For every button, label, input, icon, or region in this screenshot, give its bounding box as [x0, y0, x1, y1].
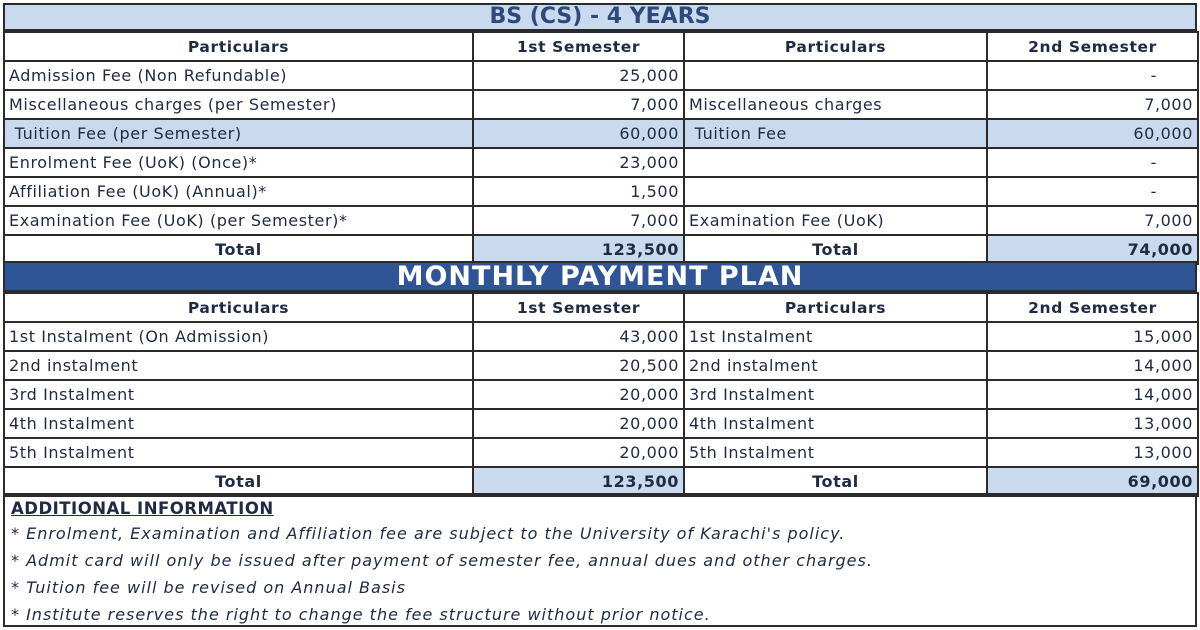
table-row-tuition — [4, 119, 1198, 148]
instalment-value: 20,000 — [473, 438, 684, 467]
fee-label: Affiliation Fee (UoK) (Annual)* — [4, 177, 473, 206]
fee-table — [3, 31, 1199, 265]
fee-value: - — [987, 177, 1198, 206]
total-2nd-semester: 74,000 — [987, 235, 1198, 264]
fee-label: Examination Fee (UoK) (per Semester)* — [4, 206, 473, 235]
instalment-label: 5th Instalment — [684, 438, 987, 467]
additional-info-box — [3, 493, 1197, 627]
total-1st-semester: 123,500 — [473, 235, 684, 264]
table-row — [4, 438, 1198, 467]
total-1st-semester: 123,500 — [473, 467, 684, 496]
fee-label: Examination Fee (UoK) — [684, 206, 987, 235]
instalment-value: 13,000 — [987, 438, 1198, 467]
table-row — [4, 61, 1198, 90]
fee-value: - — [987, 148, 1198, 177]
table-row — [4, 380, 1198, 409]
fee-value: 1,500 — [473, 177, 684, 206]
fee-label — [684, 148, 987, 177]
info-note: * Admit card will only be issued after payment of semester fee, annual dues and other charges. — [11, 551, 873, 570]
fee-value: 23,000 — [473, 148, 684, 177]
instalment-label: 5th Instalment — [4, 438, 473, 467]
header-1st-semester: 1st Semester — [473, 293, 684, 322]
header-2nd-semester: 2nd Semester — [987, 32, 1198, 61]
info-note: * Tuition fee will be revised on Annual Basis — [11, 578, 406, 597]
instalment-value: 15,000 — [987, 322, 1198, 351]
instalment-value: 14,000 — [987, 351, 1198, 380]
instalment-label: 3rd Instalment — [4, 380, 473, 409]
fee-value: 7,000 — [987, 206, 1198, 235]
fee-label: Tuition Fee — [684, 119, 987, 148]
total-label: Total — [4, 235, 473, 264]
instalment-value: 20,000 — [473, 380, 684, 409]
instalment-label: 1st Instalment (On Admission) — [4, 322, 473, 351]
table-row — [4, 409, 1198, 438]
info-note: * Enrolment, Examination and Affiliation fee are subject to the University of Karachi's policy. — [11, 524, 846, 543]
header-particulars: Particulars — [4, 32, 473, 61]
fee-label: Miscellaneous charges (per Semester) — [4, 90, 473, 119]
instalment-label: 2nd instalment — [4, 351, 473, 380]
header-particulars: Particulars — [684, 293, 987, 322]
fee-label — [684, 177, 987, 206]
header-2nd-semester: 2nd Semester — [987, 293, 1198, 322]
payment-plan-table — [3, 292, 1199, 497]
info-note: * Institute reserves the right to change the fee structure without prior notice. — [11, 605, 711, 624]
fee-value: 25,000 — [473, 61, 684, 90]
total-label: Total — [4, 467, 473, 496]
fee-label: Tuition Fee (per Semester) — [4, 119, 473, 148]
payment-plan-title: MONTHLY PAYMENT PLAN — [3, 261, 1197, 292]
fee-value: - — [987, 61, 1198, 90]
instalment-label: 3rd Instalment — [684, 380, 987, 409]
total-label: Total — [684, 235, 987, 264]
fee-label: Enrolment Fee (UoK) (Once)* — [4, 148, 473, 177]
fee-label — [684, 61, 987, 90]
header-particulars: Particulars — [684, 32, 987, 61]
table-row — [4, 177, 1198, 206]
header-particulars: Particulars — [4, 293, 473, 322]
fee-value: 7,000 — [987, 90, 1198, 119]
header-1st-semester: 1st Semester — [473, 32, 684, 61]
fee-value: 7,000 — [473, 90, 684, 119]
instalment-label: 2nd instalment — [684, 351, 987, 380]
fee-value: 60,000 — [473, 119, 684, 148]
table-row — [4, 206, 1198, 235]
program-title: BS (CS) - 4 YEARS — [3, 3, 1197, 31]
instalment-value: 43,000 — [473, 322, 684, 351]
total-2nd-semester: 69,000 — [987, 467, 1198, 496]
additional-info-title: ADDITIONAL INFORMATION — [11, 499, 274, 518]
fee-total-row — [4, 235, 1198, 264]
table-row — [4, 351, 1198, 380]
fee-value: 7,000 — [473, 206, 684, 235]
payment-total-row — [4, 467, 1198, 496]
table-row — [4, 148, 1198, 177]
instalment-value: 20,500 — [473, 351, 684, 380]
fee-value: 60,000 — [987, 119, 1198, 148]
fee-table-header — [4, 32, 1198, 61]
total-label: Total — [684, 467, 987, 496]
instalment-label: 4th Instalment — [684, 409, 987, 438]
payment-plan-header — [4, 293, 1198, 322]
fee-label: Miscellaneous charges — [684, 90, 987, 119]
instalment-label: 4th Instalment — [4, 409, 473, 438]
instalment-value: 13,000 — [987, 409, 1198, 438]
table-row — [4, 90, 1198, 119]
instalment-value: 14,000 — [987, 380, 1198, 409]
instalment-value: 20,000 — [473, 409, 684, 438]
table-row — [4, 322, 1198, 351]
fee-label: Admission Fee (Non Refundable) — [4, 61, 473, 90]
instalment-label: 1st Instalment — [684, 322, 987, 351]
